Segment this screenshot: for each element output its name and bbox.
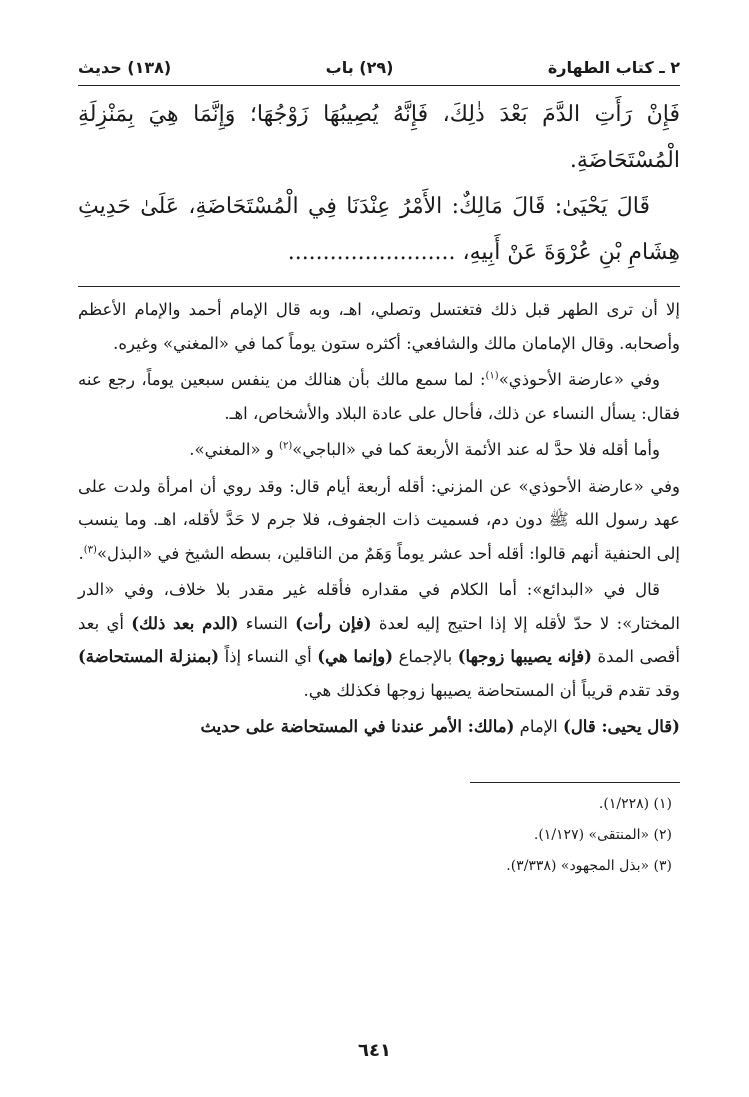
text-run: النساء <box>238 613 296 633</box>
quoted-matn: (قال يحيى: قال) <box>563 717 680 736</box>
header-section: (٢٩) باب <box>325 58 394 77</box>
page-number: ٦٤١ <box>358 1040 391 1061</box>
header-hadith-number: (١٣٨) حديث <box>78 58 172 77</box>
footnote-ref-3: (٣) <box>83 544 97 555</box>
commentary-paragraph-3 <box>78 433 680 467</box>
footnote-3: (٣) «بذل المجهود» (٣/٣٣٨). <box>506 857 672 874</box>
text-run: أي بعد أقصى المدة <box>78 613 680 666</box>
text-run: . <box>78 543 84 563</box>
quoted-matn: (فإنه يصيبها زوجها) <box>457 647 592 666</box>
footnote-ref-2: (٢) <box>279 440 293 452</box>
hadith-text <box>78 92 680 276</box>
quoted-matn: (فإن رأت) <box>295 613 372 633</box>
quoted-matn: (بمنزلة المستحاضة) <box>78 647 220 666</box>
text-run: و «المغني». <box>189 440 280 459</box>
footnote-divider <box>470 782 680 783</box>
text-run: أي النساء إذاً <box>219 647 318 666</box>
header-chapter: ٢ ـ كتاب الطهارة <box>547 58 680 77</box>
text-run: وفي «عارضة الأحوذي» <box>498 370 660 389</box>
text-run: بالإجماع <box>393 647 458 666</box>
running-header <box>78 58 680 86</box>
commentary-paragraph-4 <box>78 470 680 571</box>
footnotes <box>78 789 680 882</box>
hadith-line-2: قَالَ يَحْيَىٰ: قَالَ مَالِكٌ: الأَمْرُ عِنْدَنَا فِي الْمُسْتَحَاضَةِ، عَلَىٰ حَدِيثِ هِشَامِ بْنِ عُرْوَةَ عَنْ أَبِيهِ، ........................ <box>78 194 680 265</box>
commentary-paragraph-5 <box>78 573 680 707</box>
text-run: وقد تقدم قريباً أن المستحاضة يصيبها زوجها فكذلك هي. <box>303 680 680 700</box>
hadith-line-1: فَإِنْ رَأَتِ الدَّمَ بَعْدَ ذٰلِكَ، فَإِنَّهُ يُصِيبُهَا زَوْجُهَا؛ وَإِنَّمَا هِيَ بِمَنْزِلَةِ الْمُسْتَحَاضَةِ. <box>78 102 680 173</box>
section-divider <box>78 286 680 287</box>
text-run: الإمام <box>514 717 564 736</box>
quoted-matn: (وإنما هي) <box>317 647 394 666</box>
text-run: وأما أقله فلا حدَّ له عند الأئمة الأربعة كما في «الباجي» <box>292 440 660 459</box>
commentary-paragraph-2 <box>78 363 680 430</box>
footnote-ref-1: (١) <box>485 370 499 382</box>
commentary-paragraph-6 <box>78 710 680 744</box>
page <box>78 58 680 882</box>
footnote-1: (١) (١/٢٢٨). <box>598 795 672 812</box>
text-run: وفي «عارضة الأحوذي» عن المزني: أقله أربعة أيام قال: وقد روي أن امرأة ولدت على عهد رسول الله ﷺ دون دم، فسميت ذات الجفوف، فلا جرم لا حَدَّ لأقله، اهـ. وما ينسب إلى الحنفية أنهم قالوا: أقله أحد عشر يوماً وَهَمٌ من الناقلين، بسطه الشيخ في «البذل» <box>78 476 680 563</box>
text-run: قال في «البدائع»: أما الكلام في مقداره فأقله غير مقدر بلا خلاف، وفي «الدر المختار»: لا حدّ لأقله إلا إذا احتيج إليه لعدة <box>78 580 681 633</box>
text-run: : لما سمع مالك بأن هنالك من ينفس سبعين يوماً، رجع عنه فقال: يسأل النساء عن ذلك، فأحال على عادة البلاد والأشخاص، اهـ. <box>78 370 680 423</box>
quoted-matn: (مالك: الأمر عندنا في المستحاضة على حديث <box>200 717 515 736</box>
footnote-2: (٢) «المنتقى» (١/١٢٧). <box>533 826 672 843</box>
commentary <box>78 293 680 744</box>
quoted-matn: (الدم بعد ذلك) <box>131 613 239 633</box>
commentary-paragraph-1: إلا أن ترى الطهر قبل ذلك فتغتسل وتصلي، اهـ، وبه قال الإمام أحمد والإمام الأعظم وأصحابه. وقال الإمامان مالك والشافعي: أكثره ستون يوماً كما في «المغني» وغيره. <box>78 300 680 353</box>
